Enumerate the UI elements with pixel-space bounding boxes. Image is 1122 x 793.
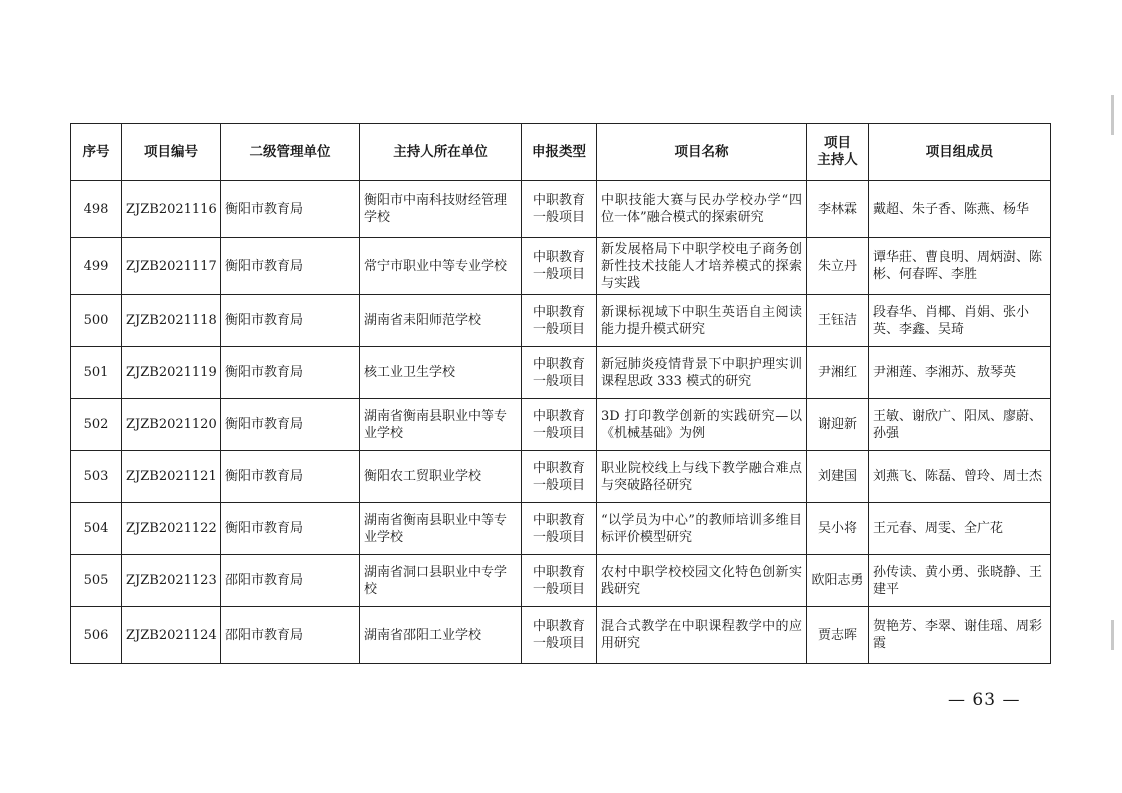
cell-project-name: 新冠肺炎疫情背景下中职护理实训课程思政 333 模式的研究 (597, 347, 807, 399)
cell-unit2: 衡阳市教育局 (221, 503, 360, 555)
table-row (71, 295, 1051, 347)
cell-seq: 501 (71, 347, 122, 399)
cell-host: 吴小将 (807, 503, 869, 555)
table-body (71, 181, 1051, 664)
cell-members: 刘燕飞、陈磊、曾玲、周士杰 (869, 451, 1051, 503)
table-row (71, 503, 1051, 555)
cell-unit2: 衡阳市教育局 (221, 451, 360, 503)
page-number: — 63 — (948, 690, 1021, 710)
cell-type: 中职教育一般项目 (522, 238, 597, 295)
header-members: 项目组成员 (869, 124, 1051, 181)
cell-project-name: “以学员为中心”的教师培训多维目标评价模型研究 (597, 503, 807, 555)
table-row (71, 181, 1051, 238)
cell-host-unit: 衡阳农工贸职业学校 (360, 451, 522, 503)
header-code: 项目编号 (122, 124, 221, 181)
cell-members: 王元春、周雯、全广花 (869, 503, 1051, 555)
table-row (71, 607, 1051, 664)
cell-code: ZJZB2021123 (122, 555, 221, 607)
cell-type: 中职教育一般项目 (522, 295, 597, 347)
cell-code: ZJZB2021124 (122, 607, 221, 664)
header-host: 项目 主持人 (807, 124, 869, 181)
cell-host-unit: 湖南省邵阳工业学校 (360, 607, 522, 664)
cell-unit2: 衡阳市教育局 (221, 238, 360, 295)
cell-host-unit: 湖南省洞口县职业中专学校 (360, 555, 522, 607)
scan-edge-mark (1111, 620, 1114, 650)
cell-code: ZJZB2021121 (122, 451, 221, 503)
header-unit2: 二级管理单位 (221, 124, 360, 181)
cell-unit2: 邵阳市教育局 (221, 607, 360, 664)
cell-type: 中职教育一般项目 (522, 607, 597, 664)
cell-unit2: 衡阳市教育局 (221, 295, 360, 347)
cell-seq: 498 (71, 181, 122, 238)
cell-code: ZJZB2021122 (122, 503, 221, 555)
cell-host: 欧阳志勇 (807, 555, 869, 607)
cell-unit2: 衡阳市教育局 (221, 399, 360, 451)
cell-members: 谭华莊、曹良明、周炳澍、陈彬、何春晖、李胜 (869, 238, 1051, 295)
cell-seq: 503 (71, 451, 122, 503)
cell-seq: 499 (71, 238, 122, 295)
cell-unit2: 邵阳市教育局 (221, 555, 360, 607)
table-row (71, 238, 1051, 295)
cell-members: 贺艳芳、李翠、谢佳瑶、周彩霞 (869, 607, 1051, 664)
cell-code: ZJZB2021116 (122, 181, 221, 238)
cell-unit2: 衡阳市教育局 (221, 181, 360, 238)
cell-type: 中职教育一般项目 (522, 555, 597, 607)
cell-host: 尹湘红 (807, 347, 869, 399)
cell-project-name: 混合式教学在中职课程教学中的应用研究 (597, 607, 807, 664)
cell-host-unit: 湖南省衡南县职业中等专业学校 (360, 399, 522, 451)
scan-edge-mark (1111, 95, 1114, 135)
cell-members: 段春华、肖椰、肖娟、张小英、李鑫、吴琦 (869, 295, 1051, 347)
cell-seq: 505 (71, 555, 122, 607)
cell-code: ZJZB2021119 (122, 347, 221, 399)
header-type: 申报类型 (522, 124, 597, 181)
header-host-unit: 主持人所在单位 (360, 124, 522, 181)
cell-host-unit: 湖南省衡南县职业中等专业学校 (360, 503, 522, 555)
table-row (71, 555, 1051, 607)
cell-project-name: 中职技能大赛与民办学校办学“四位一体”融合模式的探索研究 (597, 181, 807, 238)
cell-project-name: 3D 打印教学创新的实践研究—以《机械基础》为例 (597, 399, 807, 451)
cell-project-name: 农村中职学校校园文化特色创新实践研究 (597, 555, 807, 607)
cell-members: 王敏、谢欣广、阳凤、廖蔚、孙强 (869, 399, 1051, 451)
project-table (70, 123, 1051, 664)
cell-host-unit: 核工业卫生学校 (360, 347, 522, 399)
cell-type: 中职教育一般项目 (522, 503, 597, 555)
cell-seq: 504 (71, 503, 122, 555)
cell-seq: 500 (71, 295, 122, 347)
cell-project-name: 新发展格局下中职学校电子商务创新性技术技能人才培养模式的探索与实践 (597, 238, 807, 295)
cell-code: ZJZB2021118 (122, 295, 221, 347)
header-name: 项目名称 (597, 124, 807, 181)
cell-host-unit: 湖南省耒阳师范学校 (360, 295, 522, 347)
cell-members: 孙传读、黄小勇、张晓静、王建平 (869, 555, 1051, 607)
cell-members: 戴超、朱子香、陈燕、杨华 (869, 181, 1051, 238)
table-header-row (71, 124, 1051, 181)
cell-type: 中职教育一般项目 (522, 451, 597, 503)
cell-seq: 506 (71, 607, 122, 664)
cell-unit2: 衡阳市教育局 (221, 347, 360, 399)
cell-host-unit: 衡阳市中南科技财经管理学校 (360, 181, 522, 238)
cell-host: 贾志晖 (807, 607, 869, 664)
header-seq: 序号 (71, 124, 122, 181)
cell-host-unit: 常宁市职业中等专业学校 (360, 238, 522, 295)
cell-project-name: 职业院校线上与线下教学融合难点与突破路径研究 (597, 451, 807, 503)
cell-type: 中职教育一般项目 (522, 181, 597, 238)
cell-project-name: 新课标视域下中职生英语自主阅读能力提升模式研究 (597, 295, 807, 347)
cell-host: 李林霖 (807, 181, 869, 238)
cell-code: ZJZB2021117 (122, 238, 221, 295)
cell-type: 中职教育一般项目 (522, 347, 597, 399)
cell-seq: 502 (71, 399, 122, 451)
table-row (71, 451, 1051, 503)
cell-code: ZJZB2021120 (122, 399, 221, 451)
table-row (71, 347, 1051, 399)
cell-host: 刘建国 (807, 451, 869, 503)
cell-type: 中职教育一般项目 (522, 399, 597, 451)
cell-host: 谢迎新 (807, 399, 869, 451)
table-row (71, 399, 1051, 451)
cell-members: 尹湘莲、李湘苏、敖琴英 (869, 347, 1051, 399)
cell-host: 王钰洁 (807, 295, 869, 347)
cell-host: 朱立丹 (807, 238, 869, 295)
